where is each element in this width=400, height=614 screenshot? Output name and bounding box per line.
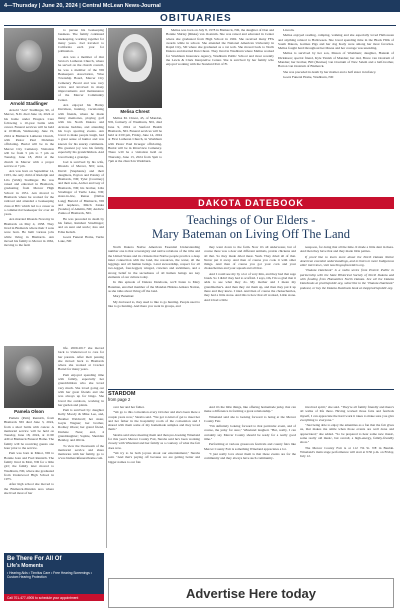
pamela-obit-col1 xyxy=(4,416,54,550)
pamela-p1: Pamela (Pam) Rennich, from Bismarck ND died June 3, 2024, from a short battle with cancer. A memorial service will be held on Tuesday, June 18, 2024, at 11:00 AM at Bismarck Funeral Home. The family will be receiving guests one hour prior to the service. xyxy=(4,416,54,451)
dakota-headline-2: Mary Bateman on Living Off The Land xyxy=(151,227,351,241)
arnold-obit-col1 xyxy=(4,108,54,344)
dakota-c1c: Mary Bateman: xyxy=(113,294,135,299)
arnold-p1: Arnold "Arn" Stadlinger, 90, of Mercer, N.D. died June 14, 2024 at his home under Hospice Care following a 10-year battle with cancer. Funeral services will be held at 10:00am, Wednesday, June 19, 2024 at Bismarck Lutheran Church, with Pastor Paul Dickman officiating. Burial will be in the Mercer City Cemetery. Visitation will be from 5 pm to 7 pm on Tuesday, June 18, 2024 at the church in Mercer with a prayer service at 7 pm. xyxy=(4,108,54,168)
stardom-c3: involved spirit," she said. "They're all family friendly and there's all walks of life there. Having worked those fairs and festivals myself, I can appreciate the hard work it takes to make sure you give everything to everyone." xyxy=(300,405,394,422)
stardom-c1: over her and her father. xyxy=(113,405,145,409)
melissa-cont-p1: Lincoln. xyxy=(283,28,295,32)
pamela-cont-p4: To view the livestream of the memorial service and share memories with her family, go to www.bismarckfuneralhome.com. xyxy=(58,443,104,461)
pamela-photo xyxy=(4,346,54,408)
arnold-caption: Arnold Stadlinger xyxy=(10,101,48,106)
arnold-cont-p4: Joel is survived by his wife, Rhonda of Mercer, ND; sons, David (Stephanie) and their daughters, Payton and Paisley of Bismarck, ND; Tyler (Courtney) and their sons, Archer and Guy of Bismarck, ND; his brother, Lilia Stradinger of Turtle Lake, ND; sister-in-law, Renae (Dallas Lang) Bartold of Bismarck, ND and nephews, Mitch Zanka (Sondre) of Ammin, ND; Andrew Zanka of Bismarck, ND. xyxy=(58,159,104,216)
stardom-c1b: "We go to this convention every October and she's been there a couple years now," Skraba said. "We get to kind of get to meet her and her father in the hospitality room of the convention and I shared with them some of my homemade samples and they loved them." xyxy=(108,410,200,432)
stardom-c1d: "We try to be both joyous about our entertainment," Skraba said. "And that's paying off because we are getting better and bigger names to our fair. xyxy=(108,450,200,464)
dakota-datebook-banner xyxy=(108,197,394,209)
stardom-c3c: The Mercer County Fair is at 112 7th St. NE in Beulah. Wineland's main stage performance will start at 9:30 p.m. on Friday, July 12. xyxy=(300,445,394,459)
pamela-p3: After high school she moved to the Bismarck-Mandan area where she lived most of her xyxy=(4,482,54,496)
arnold-cont-p2: Arn was a member of Our Savior's Lutheran Church, where he served on the church council, he was a member of the ND Beekeepers Association, Wise Township Board, Mercer City Cemetery Board and was very active and involved in many improvements and maintenance of the Mercer Community Center. xyxy=(58,54,104,102)
stardom-c2d: Performing at various grassroots festivals and county fairs like Mercer County Fair is something Wineland appreciates a lot. xyxy=(204,442,296,451)
stardom-c2b: Wineland said she is looking forward to being at the Mercer County Fair. xyxy=(204,414,296,423)
dakota-col1 xyxy=(108,245,200,387)
advertise-text: Advertise Here today xyxy=(185,585,317,601)
stardom-c3b: "Just being able to enjoy the amenities as a fan that the fair gives us, that makes me smile when those events are well done and appreciated," she added. "So be prepared to hear some new music, some really old music, but overall, a high-energy, family-friendly show." xyxy=(300,423,394,445)
dakota-c1: North Dakota Native American Essential Understanding number one is that sovereignty and native relations of the tribe and the United States and its citizens that Native people practice a deep inner connection with the land, the resources, the water, all the leggings and all human beings. Land stewardship, respect for all two-legged, four-legged, winged, crawlers and swimmers, and a strong belief in the sacredness of all human beings are key elements of our culture today. xyxy=(108,245,200,280)
pamela-obit-col2 xyxy=(58,346,104,550)
pamela-p2: Pam was born in Minot, ND to Bonnie Jean and Fred Rennich. The family lived in Mott, ND for a little girl; the family later moved to Washburn, ND, where she graduated from Underwood High School in 1975. xyxy=(4,451,54,482)
column-divider xyxy=(106,28,107,548)
pamela-cont-p1: life. 2009-2017 she moved back to Underwood to care for her parents. After their passing she moved back to Bismarck where she worked at Cracker Barrel for many years. xyxy=(58,346,104,372)
stardom-col2 xyxy=(204,405,296,575)
dakota-c2: they went down to the farm. Now it's all underwater, but of course there was a deer and different animals, prairie chickens and all that. So they made dried meat. Yeah. They dried all of that. Never put it away. And then of course you cook it with other things. And then of course you got your corn and your chokecherries and your squash and all that. xyxy=(204,245,296,271)
stardom-heading: STARDOM xyxy=(108,391,136,397)
hearing-ad-footer xyxy=(4,594,104,601)
hearing-ad-title: Be There For All Of xyxy=(7,556,62,562)
stardom-subheading: from page 2 xyxy=(108,397,131,402)
stardom-c2c: "I'm definitely looking forward to that particular event, and of course, the jerky for sure," Wineland laughed. "But, really, I can certainly say Mercer County should be ready for a really good time." xyxy=(204,424,296,442)
pamela-cont-p2: Pam enjoyed spending time with family, especially her grandchildren who she loved very much. She loved going out with her great friends and she was always up for bingo. She loved the outdoors, working in her garden and plants. xyxy=(58,372,104,407)
dakota-c1b: In this episode of Dakota Datebook, we'll listen to Mary Bateman, enrolled member of the Mandan Hidatsa Arikara Nation, as she talks about living off the land. xyxy=(108,280,200,293)
dakota-c3c: "Dakota Datebook" is a radio series from Prairie Public in partnership with the State Historical Society of North Dakota and with funding from Humanities North Dakota. See all the Dakota Datebooks at prairiepublic.org, subscribe to the "Dakota Datebook" podcast, or buy the Dakota Datebook book at shopprairiepublic.org. xyxy=(300,268,394,290)
melissa-p2: Melisa was born on July 8, 1978 in Bismarck, ND, the daughter of Don and Bonnie Shirley (Rikke) van Oostrum. She was raised and educated in Center where she graduated from High School in 1992. She received many FFA awards while in school. She attended the National American University in Rapid City, SD where she graduated as a vet tech. She moved back to North Dakota and married Dan Chrest. They lived in Washburn where Melisa worked for Washburn Insurance Agency, Washburn Public School and most recently the Lewis & Clark Interpretive Center. She is survived by her family who enjoyed working with the Standard Part of Ft. xyxy=(166,28,274,67)
melissa-photo xyxy=(108,28,162,108)
hearing-ad-items: • Hearing Aids • Tinnitus Care • Free Hearing Screenings • Custom Hearing Protection xyxy=(7,571,92,580)
hearing-ad-subtitle: Life's Moments xyxy=(7,563,44,569)
stardom-col3 xyxy=(300,405,394,575)
melissa-cont-p5: Goetz Funeral Home, Washburn, ND xyxy=(283,74,334,79)
hearing-ad-phone: Call 701-477-4905 to schedule your appointment xyxy=(7,595,79,600)
melissa-cont-p2: Melisa enjoyed reading, camping, walking and she especially loved Halloween and anything related to Halloween. She loved spending time in the Black Hills of South Dakota, Gatinas Pigs and her dog Kady were among her most favorites. Melisa fought hard throughout her illness and her courage was unending. xyxy=(278,33,394,51)
arnold-photo xyxy=(4,28,54,100)
header-text: 4—Thursday | June 20, 2024 | Central McLean News-Journal xyxy=(4,3,161,9)
melissa-cont-p4: She was preceded in death by her mother and a half sister in infancy. xyxy=(283,69,377,74)
advertise-box[interactable] xyxy=(108,578,394,608)
dakota-c3: teaspoon, for doing that all the time. It made a little dent in there. And then they have that and they made little patties. xyxy=(300,245,394,254)
pamela-cont-p3: Pam is survived by: daughter Kelly Moody & Mike Lee, and, Heather Waldwall; her sister, Gayle Wagner; her brother, Rodney Olson; her grand friend, Darlene Ness; and, 4 granddaughter; Sophie, Sheridan Bentley, and Olivia. xyxy=(58,408,104,443)
stardom-c2e: "I just really love about them is that these events are for the community and they always have such community- xyxy=(204,451,296,461)
arnold-cont-p5: He was preceded in death by his father, Reinhart Stradlinger; and an aunt and uncle; Jess and Edna Kelsch. xyxy=(58,216,104,234)
arnold-cont-p1: to pursue his beekeeping business. The family continued beekeeping, working together for many years. Joel traveled to California each year for pollination. xyxy=(58,28,104,54)
stardom-c2: And it's the little things, like offering homemade jerky, that can make a difference in forming a great relationship." xyxy=(204,405,296,414)
dakota-c1d: My dad used to, they used to like to go hunting. People used to like to go hunting. And there you went in groups, and xyxy=(108,299,200,308)
dakota-c2b: And I could see my by a lot of very thin, and they had that sage brush. So I didn't they had to scaffold. I says, Oh, I'm so glad that it adds to see what they do. My mother and I mean my grandmother's. And then they cut them up, and then they put it up there and they knew. I tried. And then of course the chokecherries, they had a little stone. And this is how that all worked, Little stone. And it had a little xyxy=(204,271,296,302)
dakota-datebook-title: DAKOTA DATEBOOK xyxy=(198,198,304,208)
header-rule xyxy=(4,25,396,26)
melissa-p1: Melisa M. Chrest, 45, of Mandan, ND, formerly of Washburn, ND, died June 9, 2024 at Sanford Health Bismarck, ND. Funeral services will be held at 2:00 pm, Friday, June 14, 2024 at First Lutheran Church, in Washburn with Pastor Paul Krueger officiating. Burial will be in Riverview Cemetery. There will be a visitation held on Thursday, June 13, 2024 from 5pm to 7pm at the church in Washburn. xyxy=(108,116,162,163)
hearing-ad[interactable] xyxy=(4,553,104,601)
melissa-obit-col3 xyxy=(278,28,394,194)
arnold-p3: Arn married Rhonda Novotny in Bismarck on May 4, 1958. They lived in Bismarck where their 3 sons were born. He built various jobs while living in Bismarck. Arn moved his family to Mercer in 1962, moving to the farm xyxy=(4,217,54,248)
melissa-obit-col2 xyxy=(166,28,274,194)
dakota-headline-1: Teachings of Our Elders - xyxy=(186,213,316,227)
dakota-c3b: If you'd like to learn more about the North Dakota Native American essential understandings, and to listen to more Indigenous elder interviews, visit teachingsofourelders.org. xyxy=(300,254,394,268)
page-header xyxy=(0,0,400,12)
arnold-cont-p3: Arn enjoyed his Harley Davidson, hunting, vacationing with friends, where he made many memories, playing golf with his North Dakota and Arizona buddies, and attending his boys sporting events. Arn loved to make people laugh, had a great sense of humor and was known for his snarky comments. His greatest joy was his family, especially his grandchildren. And loved being a grandpa. xyxy=(58,103,104,159)
stardom-c1c: Skraba said since meeting them and then pre-booking Wineland for this year's Mercer County Fair, Skraba said he's been working closely with Wineland and her family as a courtesy of what the fair does now. xyxy=(108,432,200,450)
stardom-title xyxy=(108,391,135,403)
arnold-cont-p6: Goetz Funeral Home, Turtle Lake, ND xyxy=(58,234,104,244)
section-title: OBITUARIES xyxy=(160,13,232,24)
arnold-obit-col2 xyxy=(58,28,104,344)
stardom-rule xyxy=(108,389,394,390)
dakota-col2 xyxy=(204,245,296,387)
melissa-obit-col1 xyxy=(108,116,162,194)
melissa-caption: Melisa Chrest xyxy=(120,109,150,114)
arnold-p2: Arn was born on September 14, 1933, the only child of Rudolph and Lila (Wahl) Stadlinger. He was raised and educated in Bismarck, graduating from Mercer High School in 1951. Arn moved to Bismarck where he worked for the railroad and attended a beekeeping class at BJC which led to a career as a commercial beekeeper for over 40 years. xyxy=(4,169,54,217)
stardom-col1 xyxy=(108,405,200,575)
melissa-cont-p3: Melisa is survived by her son, Mason of Washburn; daughter, Hannah of Dickinson; special friend, Kyle Yanish of Mandan; her dad, Bruce van Oostrum of Mandan; her brother, Bill (Desiree) van Oostrum of New Salem and a half-brother, Barron van Oostrum of Bismarck. xyxy=(278,51,394,69)
dakota-col3 xyxy=(300,245,394,387)
pamela-caption: Pamela Olson xyxy=(14,409,44,414)
